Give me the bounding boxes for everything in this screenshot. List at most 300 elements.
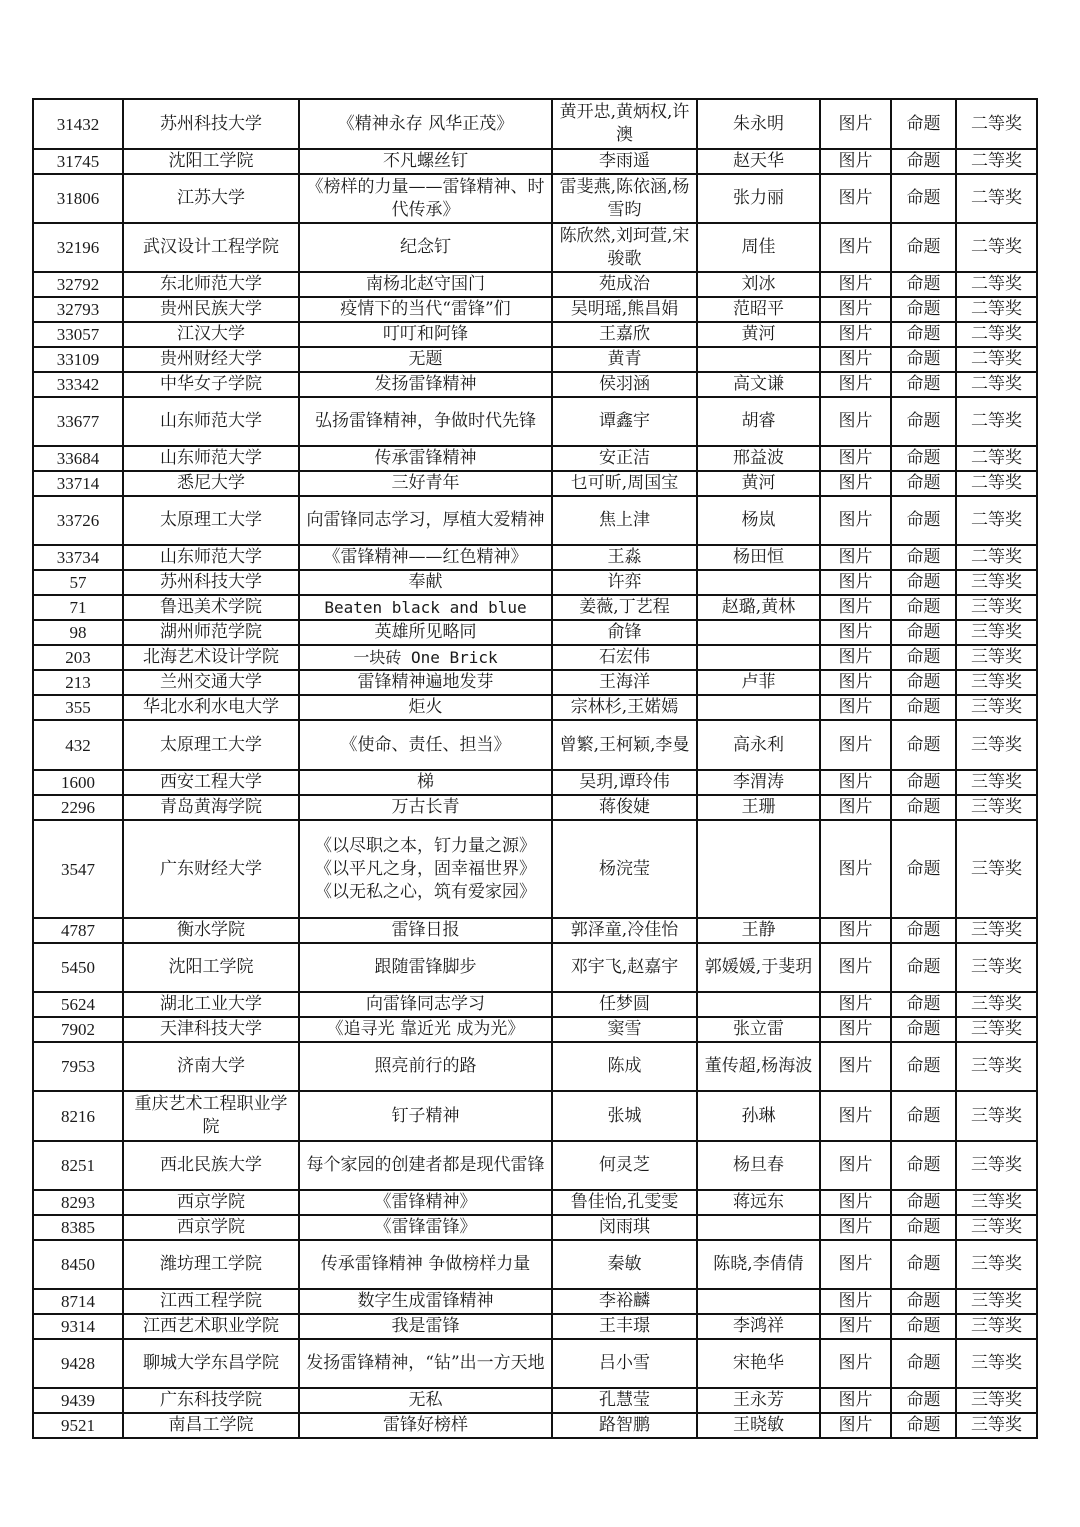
award-cell: 三等奖 xyxy=(956,1240,1037,1289)
type-cell: 命题 xyxy=(891,496,956,545)
work-title-cell: 《榜样的力量——雷锋精神、时代传承》 xyxy=(299,174,552,223)
table-row xyxy=(33,174,1037,223)
school-cell: 贵州财经大学 xyxy=(123,347,299,372)
category-cell: 图片 xyxy=(820,620,891,645)
category-cell: 图片 xyxy=(820,1240,891,1289)
work-title-cell: 钉子精神 xyxy=(299,1091,552,1141)
entry-id-cell: 9521 xyxy=(33,1413,123,1438)
authors-cell: 雷斐燕,陈依涵,杨雪昀 xyxy=(552,174,697,223)
category-cell: 图片 xyxy=(820,1388,891,1413)
entry-id-cell: 213 xyxy=(33,670,123,695)
award-cell: 三等奖 xyxy=(956,1339,1037,1388)
type-cell: 命题 xyxy=(891,272,956,297)
authors-cell: 李雨遥 xyxy=(552,149,697,174)
school-cell: 东北师范大学 xyxy=(123,272,299,297)
school-cell: 华北水利水电大学 xyxy=(123,695,299,720)
work-title-cell: 发扬雷锋精神，“钻”出一方天地 xyxy=(299,1339,552,1388)
award-cell: 三等奖 xyxy=(956,670,1037,695)
advisor-cell xyxy=(697,992,820,1017)
award-cell: 三等奖 xyxy=(956,1042,1037,1091)
award-cell: 二等奖 xyxy=(956,272,1037,297)
entry-id-cell: 32792 xyxy=(33,272,123,297)
award-cell: 三等奖 xyxy=(956,1091,1037,1141)
table-row xyxy=(33,322,1037,347)
advisor-cell xyxy=(697,1215,820,1240)
type-cell: 命题 xyxy=(891,347,956,372)
category-cell: 图片 xyxy=(820,397,891,446)
authors-cell: 吕小雪 xyxy=(552,1339,697,1388)
work-title-cell: 向雷锋同志学习，厚植大爱精神 xyxy=(299,496,552,545)
table-row xyxy=(33,943,1037,992)
advisor-cell: 杨岚 xyxy=(697,496,820,545)
type-cell: 命题 xyxy=(891,992,956,1017)
authors-cell: 陈欣然,刘珂萱,宋骏歌 xyxy=(552,223,697,272)
table-row xyxy=(33,1091,1037,1141)
school-cell: 广东科技学院 xyxy=(123,1388,299,1413)
authors-cell: 何灵芝 xyxy=(552,1141,697,1190)
entry-id-cell: 203 xyxy=(33,645,123,670)
award-cell: 三等奖 xyxy=(956,1215,1037,1240)
authors-cell: 侯羽涵 xyxy=(552,372,697,397)
table-row xyxy=(33,99,1037,149)
table-row xyxy=(33,820,1037,918)
category-cell: 图片 xyxy=(820,1091,891,1141)
authors-cell: 苑成治 xyxy=(552,272,697,297)
work-title-cell: 发扬雷锋精神 xyxy=(299,372,552,397)
award-cell: 二等奖 xyxy=(956,372,1037,397)
award-cell: 三等奖 xyxy=(956,943,1037,992)
advisor-cell: 刘冰 xyxy=(697,272,820,297)
type-cell: 命题 xyxy=(891,918,956,943)
school-cell: 广东财经大学 xyxy=(123,820,299,918)
type-cell: 命题 xyxy=(891,149,956,174)
category-cell: 图片 xyxy=(820,347,891,372)
category-cell: 图片 xyxy=(820,918,891,943)
entry-id-cell: 2296 xyxy=(33,795,123,820)
award-cell: 二等奖 xyxy=(956,397,1037,446)
advisor-cell: 蒋远东 xyxy=(697,1190,820,1215)
table-row xyxy=(33,1289,1037,1314)
awards-table xyxy=(32,98,1038,1439)
advisor-cell: 陈晓,李倩倩 xyxy=(697,1240,820,1289)
work-title-cell: 无私 xyxy=(299,1388,552,1413)
category-cell: 图片 xyxy=(820,1215,891,1240)
entry-id-cell: 7953 xyxy=(33,1042,123,1091)
work-title-cell: 一块砖 One Brick xyxy=(299,645,552,670)
advisor-cell: 胡睿 xyxy=(697,397,820,446)
authors-cell: 路智鹏 xyxy=(552,1413,697,1438)
award-cell: 二等奖 xyxy=(956,545,1037,570)
entry-id-cell: 8251 xyxy=(33,1141,123,1190)
advisor-cell: 王静 xyxy=(697,918,820,943)
category-cell: 图片 xyxy=(820,545,891,570)
table-row xyxy=(33,595,1037,620)
school-cell: 江西工程学院 xyxy=(123,1289,299,1314)
authors-cell: 王嘉欣 xyxy=(552,322,697,347)
category-cell: 图片 xyxy=(820,670,891,695)
advisor-cell: 邢益波 xyxy=(697,446,820,471)
work-title-cell: 向雷锋同志学习 xyxy=(299,992,552,1017)
category-cell: 图片 xyxy=(820,645,891,670)
entry-id-cell: 98 xyxy=(33,620,123,645)
advisor-cell xyxy=(697,1289,820,1314)
table-row xyxy=(33,1017,1037,1042)
table-row xyxy=(33,695,1037,720)
table-row xyxy=(33,620,1037,645)
table-row xyxy=(33,1190,1037,1215)
advisor-cell: 黄河 xyxy=(697,471,820,496)
table-row xyxy=(33,397,1037,446)
authors-cell: 鲁佳怡,孔雯雯 xyxy=(552,1190,697,1215)
work-title-cell: 《雷锋精神——红色精神》 xyxy=(299,545,552,570)
type-cell: 命题 xyxy=(891,322,956,347)
school-cell: 苏州科技大学 xyxy=(123,570,299,595)
table-row xyxy=(33,272,1037,297)
entry-id-cell: 9314 xyxy=(33,1314,123,1339)
work-title-cell: 梯 xyxy=(299,770,552,795)
advisor-cell: 高永利 xyxy=(697,720,820,770)
table-row xyxy=(33,1388,1037,1413)
category-cell: 图片 xyxy=(820,1339,891,1388)
work-title-cell: 无题 xyxy=(299,347,552,372)
category-cell: 图片 xyxy=(820,99,891,149)
advisor-cell: 孙琳 xyxy=(697,1091,820,1141)
category-cell: 图片 xyxy=(820,322,891,347)
entry-id-cell: 32196 xyxy=(33,223,123,272)
award-cell: 三等奖 xyxy=(956,1190,1037,1215)
table-row xyxy=(33,496,1037,545)
type-cell: 命题 xyxy=(891,570,956,595)
award-cell: 二等奖 xyxy=(956,496,1037,545)
award-cell: 三等奖 xyxy=(956,918,1037,943)
school-cell: 济南大学 xyxy=(123,1042,299,1091)
entry-id-cell: 31806 xyxy=(33,174,123,223)
school-cell: 沈阳工学院 xyxy=(123,149,299,174)
category-cell: 图片 xyxy=(820,1314,891,1339)
table-row xyxy=(33,545,1037,570)
type-cell: 命题 xyxy=(891,545,956,570)
table-row xyxy=(33,471,1037,496)
type-cell: 命题 xyxy=(891,1091,956,1141)
work-title-cell: 《追寻光 靠近光 成为光》 xyxy=(299,1017,552,1042)
category-cell: 图片 xyxy=(820,471,891,496)
entry-id-cell: 33726 xyxy=(33,496,123,545)
work-title-cell: 传承雷锋精神 xyxy=(299,446,552,471)
work-title-cell: 英雄所见略同 xyxy=(299,620,552,645)
entry-id-cell: 33734 xyxy=(33,545,123,570)
type-cell: 命题 xyxy=(891,1339,956,1388)
type-cell: 命题 xyxy=(891,1314,956,1339)
entry-id-cell: 8450 xyxy=(33,1240,123,1289)
category-cell: 图片 xyxy=(820,372,891,397)
type-cell: 命题 xyxy=(891,297,956,322)
table-row xyxy=(33,1240,1037,1289)
school-cell: 西京学院 xyxy=(123,1215,299,1240)
award-cell: 二等奖 xyxy=(956,471,1037,496)
authors-cell: 孔慧莹 xyxy=(552,1388,697,1413)
authors-cell: 蒋俊婕 xyxy=(552,795,697,820)
work-title-cell: 叮叮和阿锋 xyxy=(299,322,552,347)
entry-id-cell: 8293 xyxy=(33,1190,123,1215)
type-cell: 命题 xyxy=(891,670,956,695)
school-cell: 山东师范大学 xyxy=(123,545,299,570)
work-title-cell: 每个家园的创建者都是现代雷锋 xyxy=(299,1141,552,1190)
award-cell: 三等奖 xyxy=(956,1388,1037,1413)
advisor-cell: 范昭平 xyxy=(697,297,820,322)
advisor-cell: 张力丽 xyxy=(697,174,820,223)
authors-cell: 俞锋 xyxy=(552,620,697,645)
category-cell: 图片 xyxy=(820,720,891,770)
table-row xyxy=(33,1141,1037,1190)
authors-cell: 谭鑫宇 xyxy=(552,397,697,446)
advisor-cell: 杨旦春 xyxy=(697,1141,820,1190)
authors-cell: 陈成 xyxy=(552,1042,697,1091)
table-row xyxy=(33,720,1037,770)
advisor-cell: 宋艳华 xyxy=(697,1339,820,1388)
type-cell: 命题 xyxy=(891,795,956,820)
category-cell: 图片 xyxy=(820,1413,891,1438)
award-cell: 三等奖 xyxy=(956,695,1037,720)
entry-id-cell: 432 xyxy=(33,720,123,770)
advisor-cell xyxy=(697,570,820,595)
entry-id-cell: 33057 xyxy=(33,322,123,347)
type-cell: 命题 xyxy=(891,1413,956,1438)
advisor-cell: 朱永明 xyxy=(697,99,820,149)
school-cell: 西安工程大学 xyxy=(123,770,299,795)
school-cell: 北海艺术设计学院 xyxy=(123,645,299,670)
award-cell: 二等奖 xyxy=(956,223,1037,272)
authors-cell: 宗林杉,王婼嫣 xyxy=(552,695,697,720)
advisor-cell: 李鸿祥 xyxy=(697,1314,820,1339)
award-cell: 二等奖 xyxy=(956,99,1037,149)
type-cell: 命题 xyxy=(891,645,956,670)
award-cell: 二等奖 xyxy=(956,322,1037,347)
table-row xyxy=(33,770,1037,795)
advisor-cell: 王珊 xyxy=(697,795,820,820)
entry-id-cell: 7902 xyxy=(33,1017,123,1042)
school-cell: 山东师范大学 xyxy=(123,397,299,446)
work-title-cell: 炬火 xyxy=(299,695,552,720)
award-cell: 三等奖 xyxy=(956,992,1037,1017)
award-cell: 二等奖 xyxy=(956,347,1037,372)
award-cell: 三等奖 xyxy=(956,820,1037,918)
entry-id-cell: 8714 xyxy=(33,1289,123,1314)
advisor-cell: 郭媛媛,于斐玥 xyxy=(697,943,820,992)
authors-cell: 安正洁 xyxy=(552,446,697,471)
entry-id-cell: 32793 xyxy=(33,297,123,322)
table-row xyxy=(33,223,1037,272)
authors-cell: 秦敏 xyxy=(552,1240,697,1289)
table-row xyxy=(33,1339,1037,1388)
table-row xyxy=(33,918,1037,943)
type-cell: 命题 xyxy=(891,695,956,720)
category-cell: 图片 xyxy=(820,943,891,992)
type-cell: 命题 xyxy=(891,620,956,645)
school-cell: 西北民族大学 xyxy=(123,1141,299,1190)
table-row xyxy=(33,992,1037,1017)
type-cell: 命题 xyxy=(891,446,956,471)
work-title-cell: 弘扬雷锋精神，争做时代先锋 xyxy=(299,397,552,446)
category-cell: 图片 xyxy=(820,149,891,174)
work-title-cell: 纪念钉 xyxy=(299,223,552,272)
award-cell: 三等奖 xyxy=(956,770,1037,795)
work-title-cell: 雷锋好榜样 xyxy=(299,1413,552,1438)
entry-id-cell: 355 xyxy=(33,695,123,720)
table-row xyxy=(33,149,1037,174)
authors-cell: 黄开忠,黄炳权,许澳 xyxy=(552,99,697,149)
table-row xyxy=(33,1314,1037,1339)
work-title-cell: 南杨北赵守国门 xyxy=(299,272,552,297)
table-body xyxy=(33,99,1037,1438)
authors-cell: 吴玥,谭玲伟 xyxy=(552,770,697,795)
authors-cell: 吴明瑶,熊昌娟 xyxy=(552,297,697,322)
type-cell: 命题 xyxy=(891,720,956,770)
table-row xyxy=(33,570,1037,595)
authors-cell: 黄青 xyxy=(552,347,697,372)
category-cell: 图片 xyxy=(820,1141,891,1190)
authors-cell: 王海洋 xyxy=(552,670,697,695)
school-cell: 江汉大学 xyxy=(123,322,299,347)
authors-cell: 姜薇,丁艺程 xyxy=(552,595,697,620)
advisor-cell: 张立雷 xyxy=(697,1017,820,1042)
type-cell: 命题 xyxy=(891,1141,956,1190)
category-cell: 图片 xyxy=(820,595,891,620)
entry-id-cell: 33684 xyxy=(33,446,123,471)
work-title-cell: 我是雷锋 xyxy=(299,1314,552,1339)
authors-cell: 王淼 xyxy=(552,545,697,570)
type-cell: 命题 xyxy=(891,397,956,446)
school-cell: 重庆艺术工程职业学院 xyxy=(123,1091,299,1141)
school-cell: 鲁迅美术学院 xyxy=(123,595,299,620)
award-cell: 二等奖 xyxy=(956,446,1037,471)
award-cell: 三等奖 xyxy=(956,1141,1037,1190)
authors-cell: 任梦圆 xyxy=(552,992,697,1017)
authors-cell: 邓宇飞,赵嘉宇 xyxy=(552,943,697,992)
work-title-cell: 雷锋精神遍地发芽 xyxy=(299,670,552,695)
authors-cell: 曾繁,王柯颖,李曼 xyxy=(552,720,697,770)
authors-cell: 焦上津 xyxy=(552,496,697,545)
entry-id-cell: 33677 xyxy=(33,397,123,446)
school-cell: 江苏大学 xyxy=(123,174,299,223)
school-cell: 湖州师范学院 xyxy=(123,620,299,645)
type-cell: 命题 xyxy=(891,1042,956,1091)
advisor-cell: 李渭涛 xyxy=(697,770,820,795)
advisor-cell: 杨田恒 xyxy=(697,545,820,570)
entry-id-cell: 5624 xyxy=(33,992,123,1017)
entry-id-cell: 33109 xyxy=(33,347,123,372)
school-cell: 衡水学院 xyxy=(123,918,299,943)
work-title-cell: 奉献 xyxy=(299,570,552,595)
work-title-cell: 《精神永存 风华正茂》 xyxy=(299,99,552,149)
category-cell: 图片 xyxy=(820,820,891,918)
authors-cell: 石宏伟 xyxy=(552,645,697,670)
work-title-cell: 数字生成雷锋精神 xyxy=(299,1289,552,1314)
type-cell: 命题 xyxy=(891,943,956,992)
award-cell: 三等奖 xyxy=(956,620,1037,645)
advisor-cell xyxy=(697,695,820,720)
authors-cell: 闵雨琪 xyxy=(552,1215,697,1240)
school-cell: 兰州交通大学 xyxy=(123,670,299,695)
category-cell: 图片 xyxy=(820,1289,891,1314)
work-title-cell: 疫情下的当代“雷锋”们 xyxy=(299,297,552,322)
type-cell: 命题 xyxy=(891,372,956,397)
type-cell: 命题 xyxy=(891,223,956,272)
category-cell: 图片 xyxy=(820,1190,891,1215)
school-cell: 武汉设计工程学院 xyxy=(123,223,299,272)
award-cell: 二等奖 xyxy=(956,174,1037,223)
school-cell: 潍坊理工学院 xyxy=(123,1240,299,1289)
table-row xyxy=(33,645,1037,670)
type-cell: 命题 xyxy=(891,820,956,918)
award-cell: 三等奖 xyxy=(956,645,1037,670)
school-cell: 贵州民族大学 xyxy=(123,297,299,322)
work-title-cell: 《雷锋雷锋》 xyxy=(299,1215,552,1240)
award-cell: 三等奖 xyxy=(956,720,1037,770)
entry-id-cell: 5450 xyxy=(33,943,123,992)
school-cell: 青岛黄海学院 xyxy=(123,795,299,820)
work-title-cell: 雷锋日报 xyxy=(299,918,552,943)
category-cell: 图片 xyxy=(820,496,891,545)
school-cell: 太原理工大学 xyxy=(123,720,299,770)
school-cell: 天津科技大学 xyxy=(123,1017,299,1042)
advisor-cell: 赵璐,黄林 xyxy=(697,595,820,620)
award-cell: 三等奖 xyxy=(956,795,1037,820)
school-cell: 沈阳工学院 xyxy=(123,943,299,992)
award-cell: 三等奖 xyxy=(956,570,1037,595)
entry-id-cell: 4787 xyxy=(33,918,123,943)
type-cell: 命题 xyxy=(891,471,956,496)
award-cell: 二等奖 xyxy=(956,149,1037,174)
entry-id-cell: 31432 xyxy=(33,99,123,149)
work-title-cell: 三好青年 xyxy=(299,471,552,496)
table-row xyxy=(33,347,1037,372)
authors-cell: 李裕麟 xyxy=(552,1289,697,1314)
entry-id-cell: 3547 xyxy=(33,820,123,918)
category-cell: 图片 xyxy=(820,223,891,272)
school-cell: 悉尼大学 xyxy=(123,471,299,496)
work-title-cell: 跟随雷锋脚步 xyxy=(299,943,552,992)
type-cell: 命题 xyxy=(891,99,956,149)
type-cell: 命题 xyxy=(891,1388,956,1413)
category-cell: 图片 xyxy=(820,1042,891,1091)
school-cell: 江西艺术职业学院 xyxy=(123,1314,299,1339)
type-cell: 命题 xyxy=(891,595,956,620)
table-row xyxy=(33,795,1037,820)
table-row xyxy=(33,1413,1037,1438)
entry-id-cell: 1600 xyxy=(33,770,123,795)
entry-id-cell: 8385 xyxy=(33,1215,123,1240)
category-cell: 图片 xyxy=(820,570,891,595)
entry-id-cell: 33342 xyxy=(33,372,123,397)
entry-id-cell: 57 xyxy=(33,570,123,595)
category-cell: 图片 xyxy=(820,297,891,322)
table-row xyxy=(33,297,1037,322)
school-cell: 中华女子学院 xyxy=(123,372,299,397)
work-title-cell: 《使命、责任、担当》 xyxy=(299,720,552,770)
advisor-cell: 黄河 xyxy=(697,322,820,347)
category-cell: 图片 xyxy=(820,272,891,297)
school-cell: 苏州科技大学 xyxy=(123,99,299,149)
school-cell: 山东师范大学 xyxy=(123,446,299,471)
work-title-cell: 《雷锋精神》 xyxy=(299,1190,552,1215)
work-title-cell: 传承雷锋精神 争做榜样力量 xyxy=(299,1240,552,1289)
authors-cell: 张城 xyxy=(552,1091,697,1141)
authors-cell: 杨浣莹 xyxy=(552,820,697,918)
advisor-cell: 赵天华 xyxy=(697,149,820,174)
school-cell: 湖北工业大学 xyxy=(123,992,299,1017)
authors-cell: 许弈 xyxy=(552,570,697,595)
advisor-cell: 董传超,杨海波 xyxy=(697,1042,820,1091)
